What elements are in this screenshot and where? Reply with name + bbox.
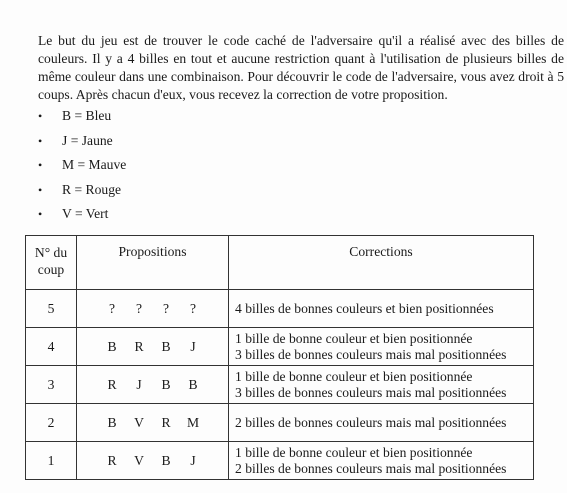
row-proposition	[77, 404, 229, 442]
correction-line: 2 billes de bonnes couleurs mais mal positionnées	[235, 460, 507, 476]
correction-line: 3 billes de bonnes couleurs mais mal positionnées	[235, 384, 507, 400]
correction-line: 1 bille de bonne couleur et bien positionnée	[235, 330, 473, 346]
correction-line: 4 billes de bonnes couleurs et bien positionnées	[235, 300, 494, 316]
bullet-icon: •	[38, 182, 43, 197]
table-header-row	[26, 236, 534, 290]
prop-ball: M	[186, 414, 200, 430]
legend-item	[38, 104, 126, 129]
correction-line: 2 billes de bonnes couleurs mais mal positionnées	[235, 414, 507, 430]
row-num: 5	[26, 290, 77, 328]
prop-ball: B	[107, 338, 117, 354]
row-num: 4	[26, 328, 77, 366]
row-correction	[229, 290, 534, 328]
table-row	[26, 404, 534, 442]
prop-ball: V	[134, 452, 144, 468]
legend-item-text: M = Mauve	[62, 157, 127, 172]
prop-ball: V	[134, 414, 144, 430]
row-correction	[229, 366, 534, 404]
prop-ball: J	[190, 338, 196, 354]
row-proposition	[77, 290, 229, 328]
prop-ball: B	[161, 452, 171, 468]
row-proposition	[77, 328, 229, 366]
header-coup-number	[26, 236, 77, 290]
prop-ball: B	[107, 414, 117, 430]
header-num-line1: N° du	[34, 245, 68, 260]
prop-ball: R	[161, 414, 171, 430]
prop-ball: J	[190, 452, 196, 468]
intro-paragraph: Le but du jeu est de trouver le code caché de l'adversaire qu'il a réalisé avec des billes de couleurs. Il y a 4 billes en tout et aucune restriction quant à l'utilisation de plusieurs billes de même couleur dans une combinaison. Pour découvrir le code de l'adversaire, vous avez droit à 5 coups. Après chacun d'eux, vous recevez la correction de votre proposition.	[38, 33, 564, 102]
row-correction	[229, 442, 534, 480]
correction-line: 1 bille de bonne couleur et bien positionnée	[235, 368, 473, 384]
header-propositions: Propositions	[77, 236, 229, 290]
bullet-icon: •	[38, 207, 43, 221]
correction-line: 1 bille de bonne couleur et bien positionnée	[235, 444, 473, 460]
prop-ball: ?	[189, 300, 197, 316]
row-proposition	[77, 366, 229, 404]
prop-ball: ?	[162, 300, 170, 316]
prop-ball: J	[136, 376, 142, 392]
legend-item	[38, 202, 126, 227]
row-correction	[229, 404, 534, 442]
header-num-line2: coup	[37, 262, 65, 277]
table-row	[26, 366, 534, 404]
legend-item-text: V = Vert	[62, 206, 109, 221]
legend-item-text: J = Jaune	[62, 132, 113, 148]
legend-item	[38, 178, 126, 203]
prop-ball: ?	[108, 300, 116, 316]
row-num: 3	[26, 366, 77, 404]
row-num: 1	[26, 442, 77, 480]
legend-item	[38, 129, 126, 154]
table-row	[26, 442, 534, 480]
prop-ball: R	[134, 338, 144, 354]
prop-ball: B	[161, 338, 171, 354]
prop-ball: B	[188, 376, 198, 392]
prop-ball: R	[107, 376, 117, 392]
legend-item-text: R = Rouge	[62, 181, 122, 197]
row-correction	[229, 328, 534, 366]
table-row	[26, 328, 534, 366]
legend-item	[38, 153, 126, 178]
game-table	[25, 235, 534, 480]
legend-item-text: B = Bleu	[62, 108, 112, 123]
prop-ball: B	[161, 376, 171, 392]
row-proposition	[77, 442, 229, 480]
bullet-icon: •	[38, 158, 43, 172]
correction-line: 3 billes de bonnes couleurs mais mal positionnées	[235, 346, 507, 362]
bullet-icon: •	[38, 109, 43, 123]
prop-ball: ?	[135, 300, 143, 316]
bullet-icon: •	[38, 133, 43, 148]
header-corrections: Corrections	[229, 236, 534, 290]
row-num: 2	[26, 404, 77, 442]
table-row	[26, 290, 534, 328]
prop-ball: R	[107, 452, 117, 468]
color-legend	[38, 104, 126, 227]
